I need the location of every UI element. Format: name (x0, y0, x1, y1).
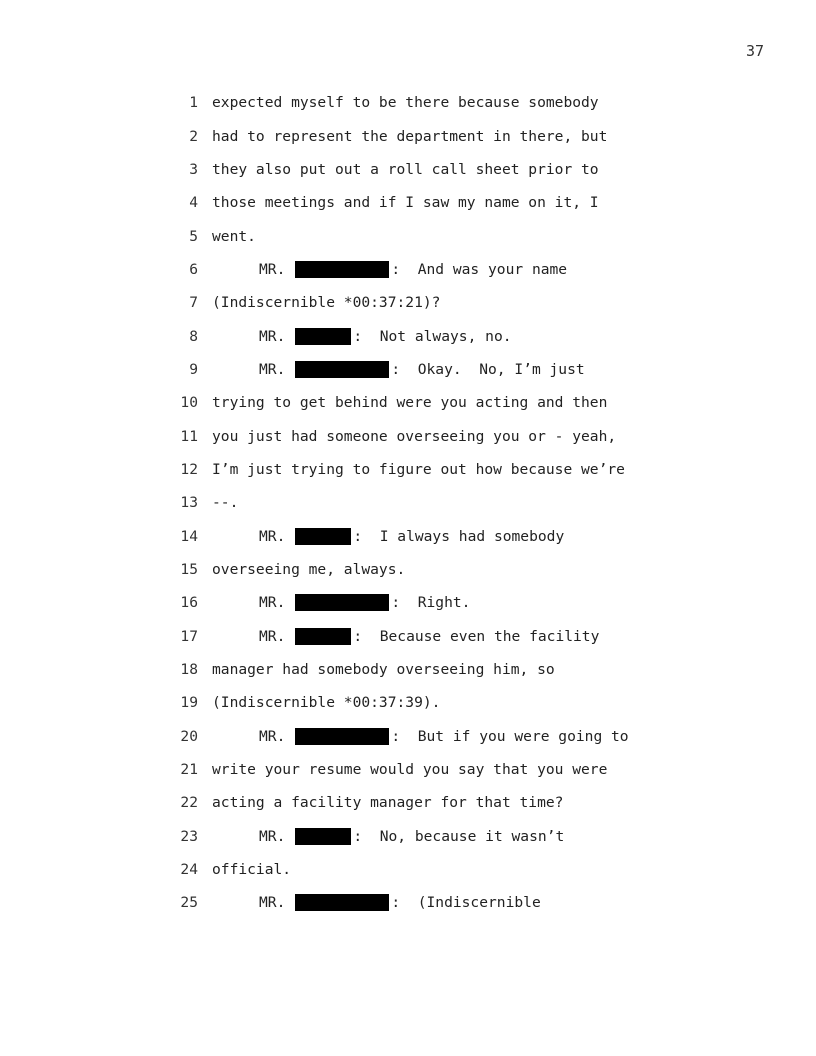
redaction-block (295, 361, 389, 378)
line-text: had to represent the department in there, but (212, 127, 608, 145)
line-text: : Because even the facility (353, 627, 600, 645)
speaker-title: MR. (259, 594, 286, 612)
transcript-line (0, 886, 816, 919)
transcript-line (0, 653, 816, 686)
line-number: 8 (189, 327, 198, 345)
line-number: 13 (180, 494, 198, 512)
transcript-line (0, 419, 816, 452)
transcript-line (0, 119, 816, 152)
line-number: 3 (189, 160, 198, 178)
transcript-line (0, 786, 816, 819)
speaker-line (259, 728, 629, 745)
line-number: 15 (180, 560, 198, 578)
line-number: 21 (180, 761, 198, 779)
redaction-block (295, 894, 389, 911)
line-text: : Right. (391, 594, 471, 612)
line-number: 1 (189, 94, 198, 112)
redaction-block (295, 594, 389, 611)
transcript-line (0, 219, 816, 252)
redaction-block (295, 328, 351, 345)
line-number: 14 (180, 527, 198, 545)
speaker-line (259, 894, 541, 911)
transcript-line (0, 853, 816, 886)
line-text: : And was your name (391, 260, 568, 278)
line-number: 12 (180, 460, 198, 478)
line-number: 7 (189, 294, 198, 312)
transcript-line (0, 486, 816, 519)
transcript-line (0, 720, 816, 753)
line-number: 17 (180, 627, 198, 645)
transcript-line (0, 386, 816, 419)
line-text: overseeing me, always. (212, 560, 406, 578)
speaker-title: MR. (259, 827, 286, 845)
speaker-title: MR. (259, 260, 286, 278)
transcript-line (0, 286, 816, 319)
line-text: you just had someone overseeing you or - yeah, (212, 427, 617, 445)
line-text: : No, because it wasn’t (353, 827, 565, 845)
line-text: : (Indiscernible (391, 894, 541, 912)
line-number: 25 (180, 894, 198, 912)
speaker-line (259, 261, 567, 278)
line-text: manager had somebody overseeing him, so (212, 661, 555, 679)
line-number: 22 (180, 794, 198, 812)
line-text: : I always had somebody (353, 527, 565, 545)
transcript-line (0, 586, 816, 619)
line-number: 18 (180, 661, 198, 679)
page-number: 37 (745, 42, 764, 60)
transcript-line (0, 686, 816, 719)
speaker-line (259, 328, 512, 345)
transcript-line (0, 820, 816, 853)
transcript-line (0, 353, 816, 386)
line-text: went. (212, 227, 256, 245)
line-number: 6 (189, 260, 198, 278)
redaction-block (295, 261, 389, 278)
line-number: 16 (180, 594, 198, 612)
speaker-line (259, 594, 470, 611)
transcript-body (0, 86, 816, 920)
line-number: 19 (180, 694, 198, 712)
redaction-block (295, 728, 389, 745)
line-text: acting a facility manager for that time? (212, 794, 564, 812)
line-number: 2 (189, 127, 198, 145)
line-number: 9 (189, 360, 198, 378)
transcript-line (0, 153, 816, 186)
line-text: --. (212, 494, 239, 512)
line-number: 24 (180, 861, 198, 879)
transcript-line (0, 86, 816, 119)
speaker-title: MR. (259, 727, 286, 745)
line-text: I’m just trying to figure out how because we’re (212, 460, 625, 478)
line-number: 5 (189, 227, 198, 245)
transcript-line (0, 453, 816, 486)
line-text: trying to get behind were you acting and then (212, 394, 608, 412)
line-number: 11 (180, 427, 198, 445)
transcript-line (0, 253, 816, 286)
line-text: those meetings and if I saw my name on it, I (212, 194, 599, 212)
speaker-line (259, 528, 564, 545)
line-number: 4 (189, 194, 198, 212)
line-text: : But if you were going to (391, 727, 629, 745)
line-number: 20 (180, 727, 198, 745)
speaker-line (259, 828, 564, 845)
transcript-line (0, 620, 816, 653)
speaker-title: MR. (259, 327, 286, 345)
line-text: (Indiscernible *00:37:39). (212, 694, 441, 712)
line-text: : Not always, no. (353, 327, 512, 345)
line-text: (Indiscernible *00:37:21)? (212, 294, 441, 312)
transcript-line (0, 319, 816, 352)
transcript-line (0, 519, 816, 552)
line-number: 23 (180, 827, 198, 845)
transcript-line (0, 553, 816, 586)
transcript-line (0, 186, 816, 219)
line-text: : Okay. No, I’m just (391, 360, 585, 378)
speaker-title: MR. (259, 894, 286, 912)
line-number: 10 (180, 394, 198, 412)
redaction-block (295, 828, 351, 845)
speaker-title: MR. (259, 360, 286, 378)
speaker-title: MR. (259, 627, 286, 645)
line-text: official. (212, 861, 292, 879)
speaker-title: MR. (259, 527, 286, 545)
line-text: write your resume would you say that you were (212, 761, 608, 779)
speaker-line (259, 628, 599, 645)
line-text: expected myself to be there because somebody (212, 94, 599, 112)
transcript-line (0, 753, 816, 786)
redaction-block (295, 628, 351, 645)
speaker-line (259, 361, 585, 378)
redaction-block (295, 528, 351, 545)
line-text: they also put out a roll call sheet prior to (212, 160, 599, 178)
